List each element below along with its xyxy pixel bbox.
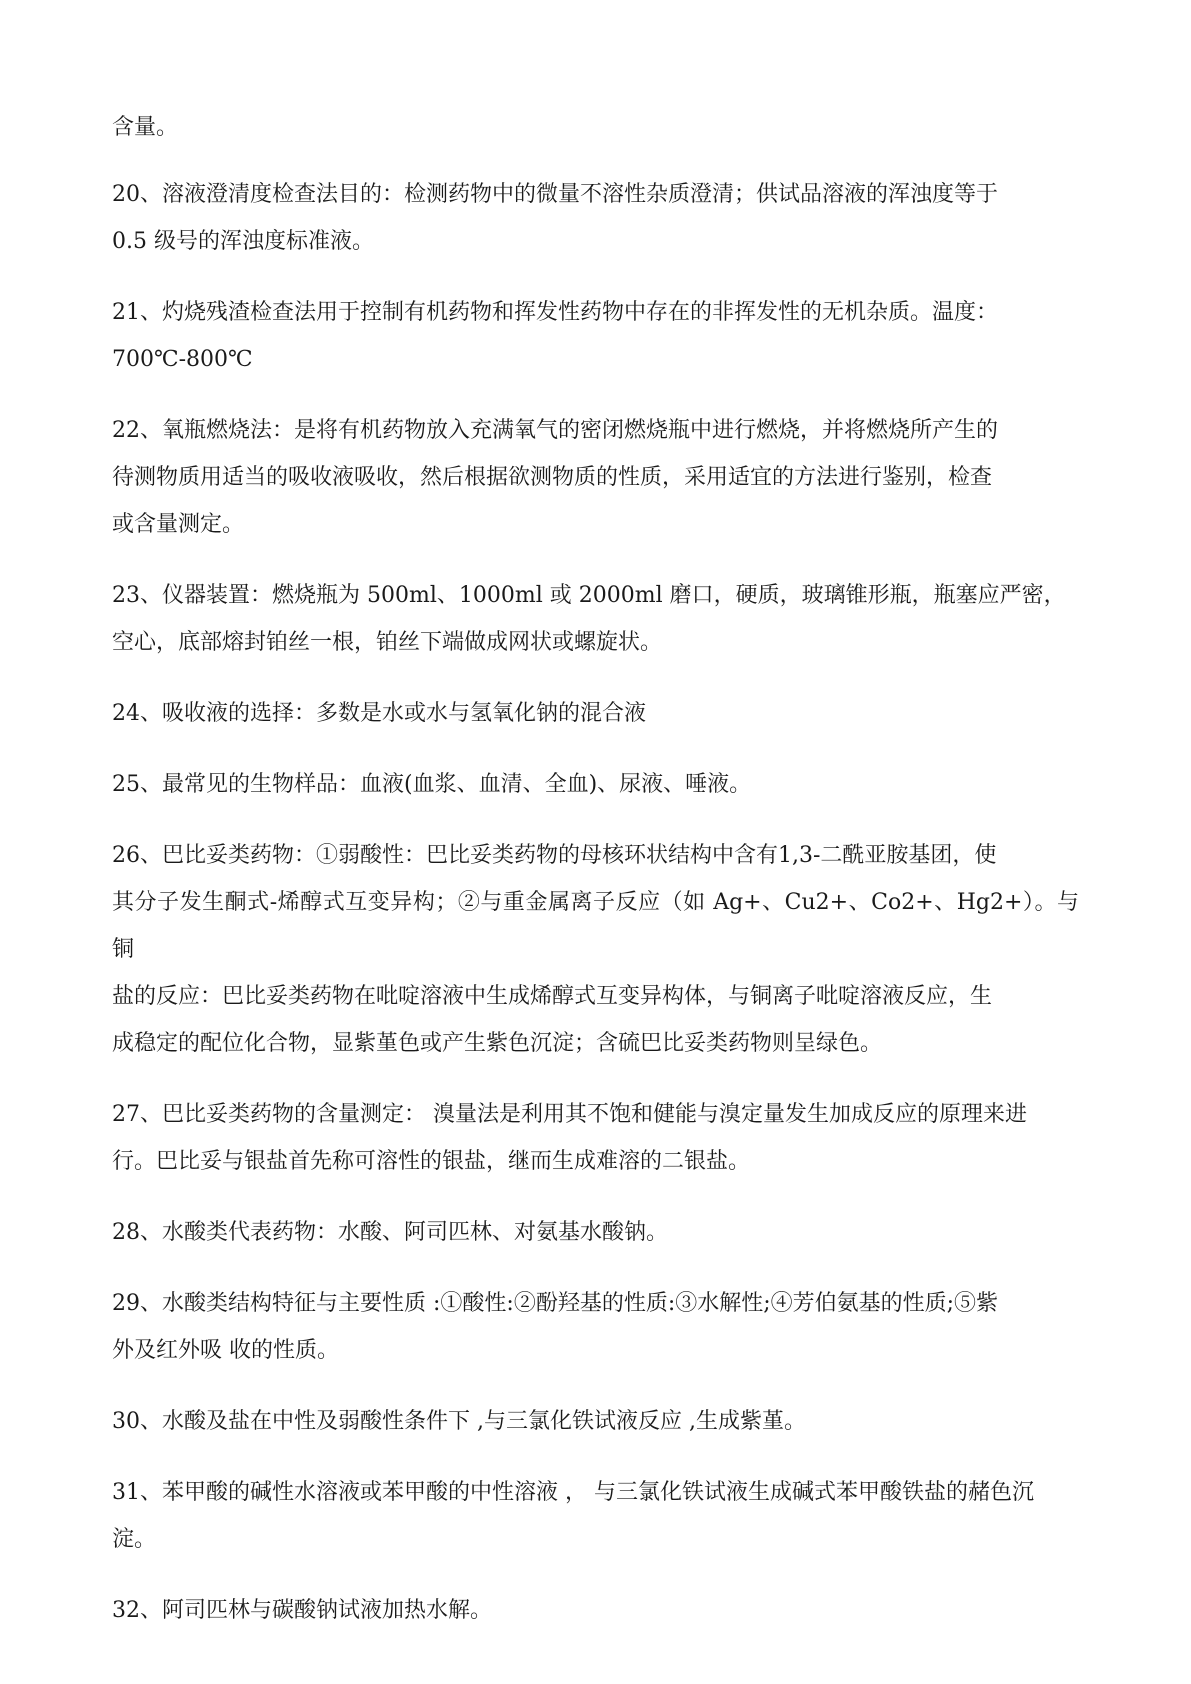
paragraph-23: 23、仪器装置：燃烧瓶为 500ml、1000ml 或 2000ml 磨口，硬质，玻璃锥形瓶，瓶塞应严密， 空心，底部熔封铂丝一根，铂丝下端做成网状或螺旋状。 [112,583,1066,655]
paragraph-32: 32、阿司匹林与碳酸钠试液加热水解。 [112,1598,492,1623]
paragraph-24: 24、吸收液的选择：多数是水或水与氢氧化钠的混合液 [112,701,646,726]
paragraph-29: 29、水酸类结构特征与主要性质 :①酸性:②酚羟基的性质:③水解性;④芳伯氨基的性质;⑤紫 外及红外吸 收的性质。 [112,1291,999,1363]
paragraph-22: 22、氧瓶燃烧法：是将有机药物放入充满氧气的密闭燃烧瓶中进行燃烧，并将燃烧所产生的 待测物质用适当的吸收液吸收，然后根据欲测物质的性质，采用适宜的方法进行鉴别，检查 或含量测定。 [112,418,998,537]
paragraph-21: 21、灼烧残渣检查法用于控制有机药物和挥发性药物中存在的非挥发性的无机杂质。温度： 700℃-800℃ [112,300,998,372]
paragraph-31: 31、苯甲酸的碱性水溶液或苯甲酸的中性溶液 ， 与三氯化铁试液生成碱式苯甲酸铁盐的赭色沉 淀。 [112,1480,1034,1552]
paragraph-30: 30、水酸及盐在中性及弱酸性条件下 ,与三氯化铁试液反应 ,生成紫堇。 [112,1409,806,1434]
paragraph-26: 26、巴比妥类药物：①弱酸性：巴比妥类药物的母核环状结构中含有1,3-二酰亚胺基团，使 其分子发生酮式-烯醇式互变异构；②与重金属离子反应（如 Ag+、Cu2+、Co2+、Hg2+）。与铜 盐的反应：巴比妥类药物在吡啶溶液中生成烯醇式互变异构体，与铜离子吡啶溶液反应，生 成稳定的配位化合物，显紫堇色或产生紫色沉淀；含硫巴比妥类药物则呈绿色。 [112,843,1079,1056]
paragraph-25: 25、最常见的生物样品：血液(血浆、血清、全血)、尿液、唾液。 [112,772,752,797]
paragraph-20: 20、溶液澄清度检查法目的：检测药物中的微量不溶性杂质澄清；供试品溶液的浑浊度等于 0.5 级号的浑浊度标准液。 [112,182,998,254]
paragraph-27: 27、巴比妥类药物的含量测定： 溴量法是利用其不饱和健能与溴定量发生加成反应的原理来进 行。巴比妥与银盐首先称可溶性的银盐，继而生成难溶的二银盐。 [112,1102,1027,1174]
paragraph-continuation: 含量。 [112,115,179,140]
paragraph-28: 28、水酸类代表药物：水酸、阿司匹林、对氨基水酸钠。 [112,1220,668,1245]
